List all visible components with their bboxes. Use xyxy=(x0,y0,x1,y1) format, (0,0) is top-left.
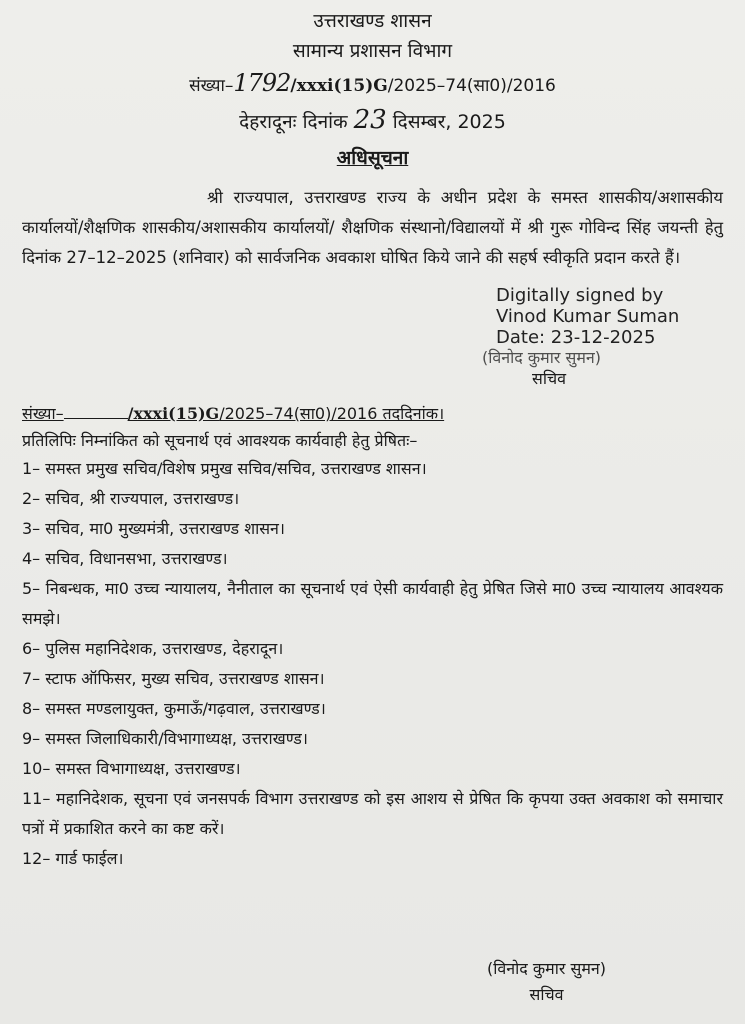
recipient-list xyxy=(22,454,723,874)
recipient-item: 12– गार्ड फाईल। xyxy=(22,849,124,868)
recipient-item: 1– समस्त प्रमुख सचिव/विशेष प्रमुख सचिव/सचिव, उत्तराखण्ड शासन। xyxy=(22,459,427,478)
department-heading: सामान्य प्रशासन विभाग xyxy=(292,40,453,62)
reference-code: /xxxi(15)G xyxy=(290,76,388,96)
reference-number xyxy=(22,66,723,103)
bottom-signatory-block xyxy=(487,956,606,1008)
handwritten-day: 23 xyxy=(353,105,387,135)
reference-suffix: /2025–74(सा0)/2016 xyxy=(387,76,556,96)
place: देहरादूनः xyxy=(239,111,297,133)
recipient-item: 10– समस्त विभागाध्यक्ष, उत्तराखण्ड। xyxy=(22,759,241,778)
handwritten-reference-number: 1792 xyxy=(233,69,291,97)
recipient-item: 6– पुलिस महानिदेशक, उत्तराखण्ड, देहरादून। xyxy=(22,639,284,658)
notification-body: श्री राज्यपाल, उत्तराखण्ड राज्य के अधीन प्रदेश के समस्त शासकीय/अशासकीय कार्यालयों/शैक्षणिक शासकीय/अशासकीय कार्यालयों/ शैक्षणिक संस्थानो/विद्यालयों में श्री गुरू गोविन्द सिंह जयन्ती हेतु दिनांक 27–12–2025 (शनिवार) को सार्वजनिक अवकाश घोषित किये जाने की सहर्ष स्वीकृति प्रदान करते हैं। xyxy=(22,188,723,267)
digital-signature-line-3: Date: 23-12-2025 xyxy=(496,327,656,348)
recipient-item: 3– सचिव, मा0 मुख्यमंत्री, उत्तराखण्ड शासन। xyxy=(22,519,285,538)
copy-reference-suffix: /2025–74(सा0)/2016 तददिनांक। xyxy=(219,404,445,423)
copy-reference-label: संख्या– xyxy=(22,404,64,423)
top-signatory-name-row xyxy=(482,348,723,368)
government-heading: उत्तराखण्ड शासन xyxy=(313,10,432,32)
recipient-item: 5– निबन्धक, मा0 उच्च न्यायालय, नैनीताल का सूचनार्थ एवं ऐसी कार्यवाही हेतु प्रेषित जिसे मा0 उच्च न्यायालय आवश्यक समझे। xyxy=(22,579,723,628)
top-signatory-name: (विनोद कुमार सुमन) xyxy=(482,348,602,367)
recipient-item: 9– समस्त जिलाधिकारी/विभागाध्यक्ष, उत्तराखण्ड। xyxy=(22,729,308,748)
date-label: दिनांक xyxy=(302,111,348,133)
recipient-item: 2– सचिव, श्री राज्यपाल, उत्तराखण्ड। xyxy=(22,489,240,508)
bottom-signatory-name: (विनोद कुमार सुमन) xyxy=(487,959,607,978)
month-year: दिसम्बर, 2025 xyxy=(392,111,506,133)
copy-intro: प्रतिलिपिः निम्नांकित को सूचनार्थ एवं आवश्यक कार्यवाही हेतु प्रेषितः– xyxy=(22,431,418,450)
copy-reference-code: /xxxi(15)G xyxy=(127,404,220,423)
recipient-item: 8– समस्त मण्डलायुक्त, कुमाऊँ/गढ़वाल, उत्तराखण्ड। xyxy=(22,699,326,718)
place-date-line xyxy=(22,103,723,139)
notification-title: अधिसूचना xyxy=(336,147,409,169)
recipient-item: 7– स्टाफ ऑफिसर, मुख्य सचिव, उत्तराखण्ड शासन। xyxy=(22,669,325,688)
copy-reference-line xyxy=(22,400,723,428)
top-signatory-designation: सचिव xyxy=(532,369,567,388)
copy-reference-blank xyxy=(64,402,128,419)
digital-signature-line-2: Vinod Kumar Suman xyxy=(496,306,680,327)
recipient-item: 11– महानिदेशक, सूचना एवं जनसपर्क विभाग उत्तराखण्ड को इस आशय से प्रेषित कि कृपया उक्त अवकाश को समाचार पत्रों में प्रकाशित करने का कष्ट करें। xyxy=(22,789,723,838)
reference-prefix: संख्या– xyxy=(189,76,234,96)
digital-signature-line-1: Digitally signed by xyxy=(496,285,664,306)
bottom-signatory-designation: सचिव xyxy=(529,985,564,1004)
recipient-item: 4– सचिव, विधानसभा, उत्तराखण्ड। xyxy=(22,549,228,568)
digital-signature-block xyxy=(496,285,723,348)
